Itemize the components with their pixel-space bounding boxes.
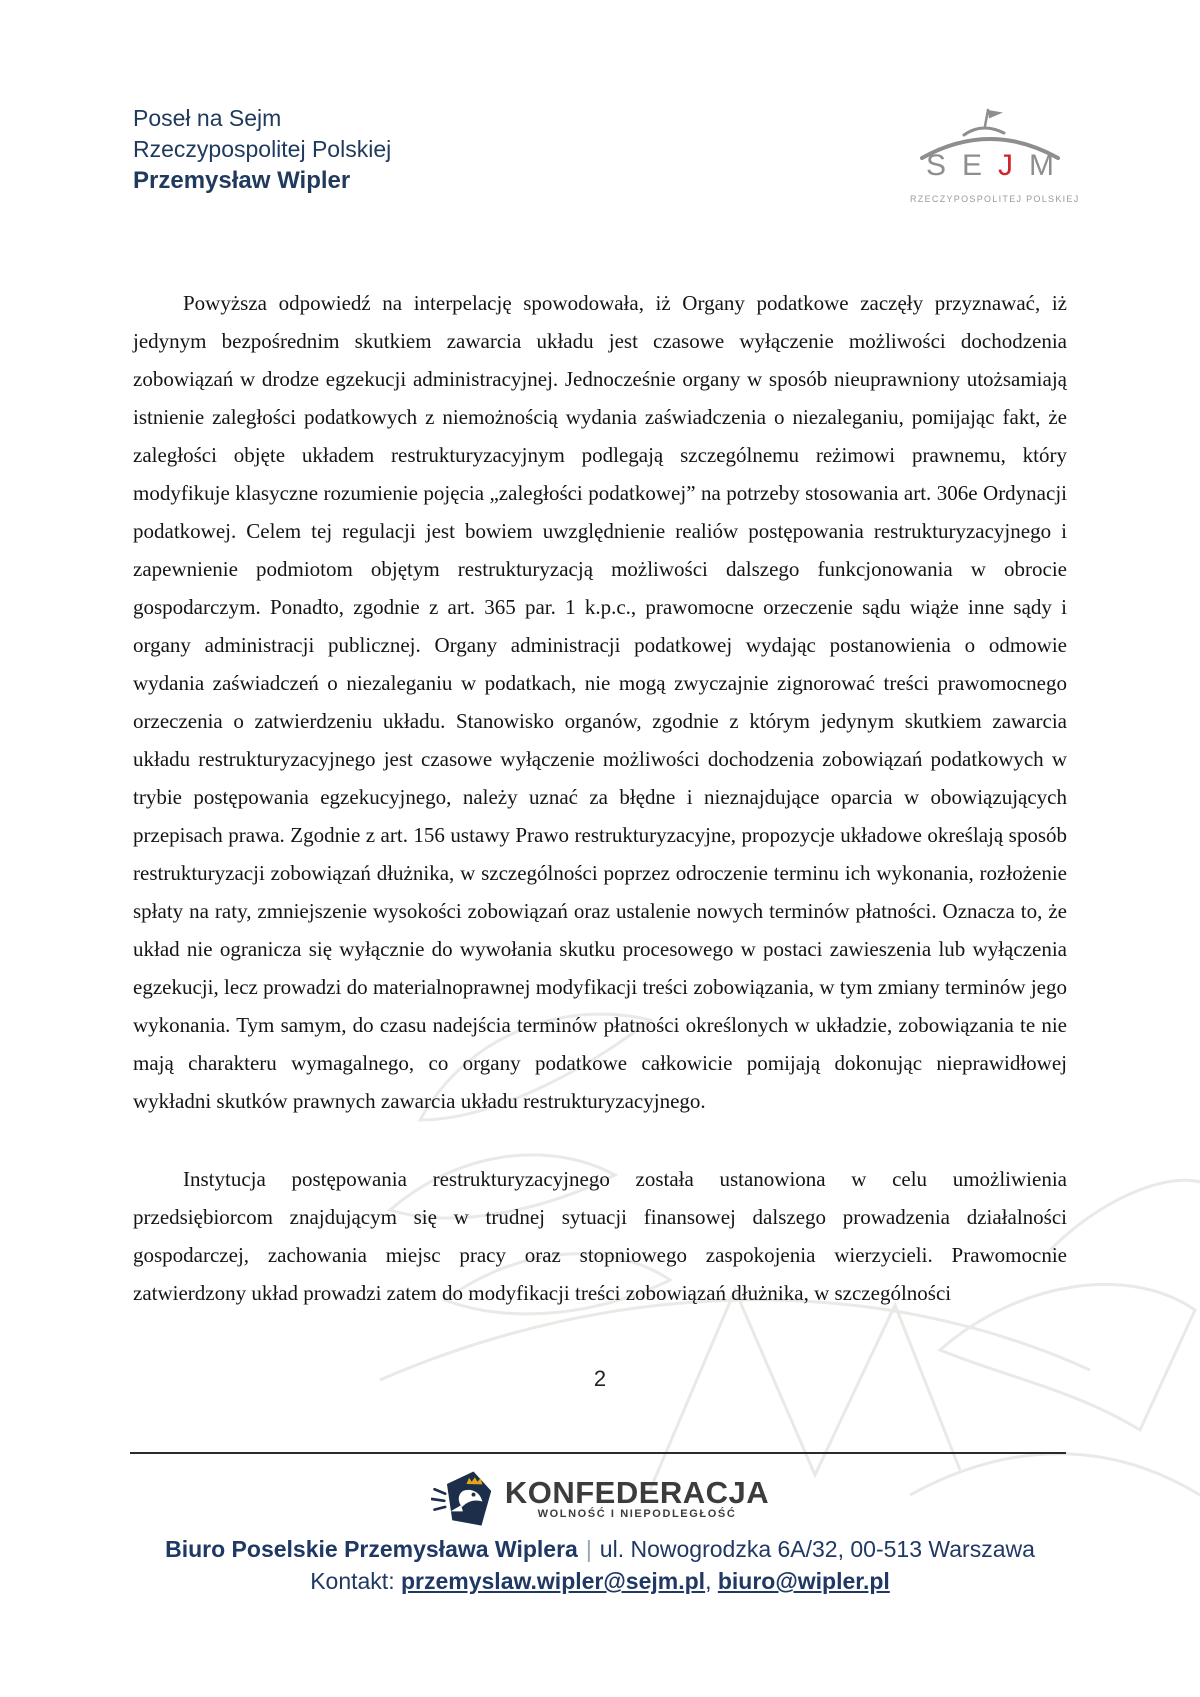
sejm-logo: [910, 106, 1080, 210]
sejm-letter-s: S: [926, 149, 947, 182]
footer-contact-line: [0, 1568, 1200, 1595]
email-secondary-link[interactable]: biuro@wipler.pl: [717, 1568, 890, 1594]
konfederacja-tagline: WOLNOŚĆ I NIEPODLEGŁOŚĆ: [537, 1508, 737, 1520]
letterhead: [133, 103, 391, 196]
paragraph-1: Powyższa odpowiedź na interpelację spowodowała, iż Organy podatkowe zaczęły przyznawać, iż jedynym bezpośrednim skutkiem zawarcia układu jest czasowe wyłączenie możliwości dochodzenia zobowiązań w drodze egzekucji administracyjnej. Jednocześnie organy w sposób nieuprawniony utożsamiają istnienie zaległości podatkowych z niemożnością wydania zaświadczenia o niezaleganiu, pomijając fakt, że zaległości objęte układem restrukturyzacyjnym podlegają szczególnemu reżimowi prawnemu, który modyfikuje klasyczne rozumienie pojęcia „zaległości podatkowej” na potrzeby stosowania art. 306e Ordynacji podatkowej. Celem tej regulacji jest bowiem uwzględnienie realiów postępowania restrukturyzacyjnego i zapewnienie podmiotom objętym restrukturyzacją możliwości dalszego funkcjonowania w obrocie gospodarczym. Ponadto, zgodnie z art. 365 par. 1 k.p.c., prawomocne orzeczenie sądu wiąże inne sądy i organy administracji publicznej. Organy administracji podatkowej wydając postanowienia o odmowie wydania zaświadczeń o niezaleganiu w podatkach, nie mogą zwyczajnie zignorować treści prawomocnego orzeczenia o zatwierdzeniu układu. Stanowisko organów, zgodnie z którym jedynym skutkiem zawarcia układu restrukturyzacyjnego jest czasowe wyłączenie możliwości dochodzenia zobowiązań podatkowych w trybie postępowania egzekucyjnego, należy uznać za błędne i nieznajdujące oparcia w obowiązujących przepisach prawa. Zgodnie z art. 156 ustawy Prawo restrukturyzacyjne, propozycje układowe określają sposób restrukturyzacji zobowiązań dłużnika, w szczególności poprzez odroczenie terminu ich wykonania, rozłożenie spłaty na raty, zmniejszenie wysokości zobowiązań oraz ustalenie nowych terminów płatności. Oznacza to, że układ nie ogranicza się wyłącznie do wywołania skutku procesowego w postaci zawieszenia lub wyłączenia egzekucji, lecz prowadzi do materialnoprawnej modyfikacji treści zobowiązania, w tym zmiany terminów jego wykonania. Tym samym, do czasu nadejścia terminów płatności określonych w układzie, zobowiązania te nie mają charakteru wymagalnego, co organy podatkowe całkowicie pomijają dokonując nieprawidłowej wykładni skutków prawnych zawarcia układu restrukturyzacyjnego.: [133, 291, 1067, 1113]
letterhead-line1: Poseł na Sejm: [133, 105, 282, 131]
sejm-letter-m: M: [1028, 149, 1054, 182]
page-number: 2: [593, 1366, 607, 1391]
footer-office-name: Biuro Poselskie Przemysława Wiplera: [165, 1536, 578, 1562]
konfederacja-logo: [0, 1466, 1200, 1532]
paragraph-2: Instytucja postępowania restrukturyzacyjnego została ustanowiona w celu umożliwienia przedsiębiorcom znajdującym się w trudnej sytuacji finansowej dalszego prowadzenia działalności gospodarczej, zachowania miejsc pracy oraz stopniowego zaspokojenia wierzycieli. Prawomocnie zatwierdzony układ prowadzi zatem do modyfikacji treści zobowiązań dłużnika, w szczególności: [133, 1167, 1067, 1305]
letterhead-name: Przemysław Wipler: [133, 167, 351, 194]
footer-address: ul. Nowogrodzka 6A/32, 00-513 Warszawa: [599, 1536, 1035, 1562]
footer-contact-label: Kontakt:: [310, 1568, 395, 1594]
footer-separator: |: [585, 1536, 592, 1562]
sejm-flag-icon: [988, 110, 1003, 119]
sejm-caption: RZECZYPOSPOLITEJ POLSKIEJ: [910, 194, 1080, 204]
sejm-letter-j: J: [998, 149, 1013, 182]
email-primary-link[interactable]: przemyslaw.wipler@sejm.pl: [400, 1568, 706, 1594]
letterhead-line2: Rzeczypospolitej Polskiej: [133, 136, 392, 162]
konfederacja-wordmark: KONFEDERACJA: [504, 1475, 770, 1510]
sejm-letter-e: E: [962, 149, 983, 182]
body-text: [133, 284, 1067, 1312]
konfederacja-eagle-icon: [431, 1466, 493, 1532]
footer-divider: [130, 1452, 1066, 1454]
footer-office-line: [0, 1536, 1200, 1563]
footer-email-separator: ,: [705, 1568, 712, 1594]
konfederacja-text: [505, 1477, 769, 1521]
sejm-wordmark: [926, 150, 1054, 182]
